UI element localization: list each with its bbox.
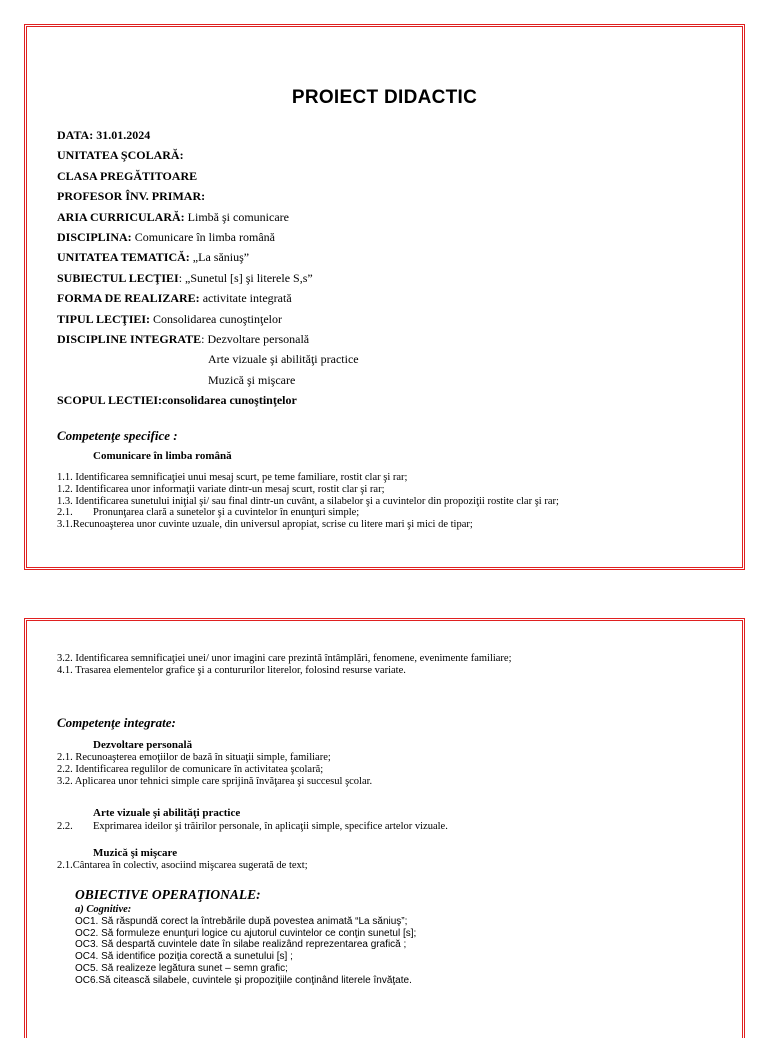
list-item: OC6.Să citească silabele, cuvintele şi propoziţiile conţinând literele învăţate. [75, 974, 412, 986]
document-title: PROIECT DIDACTIC [291, 87, 478, 108]
document-page-2 [24, 618, 745, 1038]
cognitive-subheading: a) Cognitive: [75, 904, 132, 915]
meta-integrated-disciplines: DISCIPLINE INTEGRATE: Dezvoltare personală [57, 331, 310, 346]
list-item: OC3. Să despartă cuvintele date în silabe realizând reprezentarea grafică ; [75, 939, 407, 951]
list-item: 2.1. Recunoaşterea emoţiilor de bază în situaţii simple, familiare; [57, 752, 331, 763]
list-item: OC1. Să răspundă corect la întrebările după povestea animată “La săniuş”; [75, 916, 408, 927]
meta-date: DATA: 31.01.2024 [57, 128, 151, 142]
list-item: 2.2. Exprimarea ideilor şi trăirilor personale, în aplicaţii simple, specifice artelor vizuale. [57, 821, 448, 832]
list-item: 1.3. Identificarea sunetului iniţial şi/ sau final dintr-un cuvânt, a silabelor şi a cuvintelor din propoziţii rostite clar şi rar; [57, 495, 559, 507]
operational-objectives-list [75, 916, 416, 986]
meta-lesson-type: TIPUL LECŢIEI: Consolidarea cunoştinţelor [57, 311, 283, 326]
operational-objectives-heading: OBIECTIVE OPERAŢIONALE: [75, 887, 261, 902]
specific-competences-list-continued [57, 653, 512, 677]
list-item: OC4. Să identifice poziţia corectă a sunetului [s] ; [75, 951, 293, 963]
visual-arts-subhead: Arte vizuale şi abilităţi practice [93, 807, 241, 819]
meta-school-unit: UNITATEA ŞCOLARĂ: [57, 148, 184, 163]
specific-competences-list [57, 472, 559, 531]
list-item: 1.1. Identificarea semnificaţiei unui mesaj scurt, pe teme familiare, rostit clar şi rar; [57, 472, 408, 483]
meta-lesson-subject: SUBIECTUL LECŢIEI: „Sunetul [s] şi literele S,s” [57, 270, 313, 285]
list-item: 2.1. Pronunţarea clară a sunetelor şi a cuvintelor în enunţuri simple; [57, 507, 360, 519]
visual-arts-list [57, 821, 448, 833]
list-item: 3.2. Aplicarea unor tehnici simple care sprijină învăţarea şi succesul şcolar. [57, 775, 373, 787]
meta-lesson-scope: SCOPUL LECTIEI:consolidarea cunoştinţelor [57, 393, 297, 408]
meta-form: FORMA DE REALIZARE: activitate integrată [57, 291, 292, 306]
document-page-1 [24, 24, 745, 570]
list-item: 2.1.Cântarea în colectiv, asociind mişcarea sugerată de text; [57, 860, 308, 871]
list-item: 3.2. Identificarea semnificaţiei unei/ unor imagini care prezintă întâmplări, fenomene, evenimente familiare; [57, 653, 512, 664]
meta-class: CLASA PREGĂTITOARE [57, 168, 198, 183]
meta-curricular-area: ARIA CURRICULARĂ: Limbă şi comunicare [57, 209, 289, 224]
personal-development-subhead: Dezvoltare personală [93, 739, 193, 751]
list-item: 2.2. Identificarea regulilor de comunicare în activitatea şcolară; [57, 763, 324, 775]
list-item: OC2. Să formuleze enunţuri logice cu ajutorul cuvintelor ce conţin sunetul [s]; [75, 927, 417, 939]
music-movement-list [57, 860, 308, 872]
integrated-competences-heading: Competenţe integrate: [57, 715, 176, 730]
meta-discipline: DISCIPLINA: Comunicare în limba română [57, 229, 275, 244]
list-item: OC5. Să realizeze legătura sunet – semn grafic; [75, 962, 288, 974]
list-item: 1.2. Identificarea unor informaţii variate dintr-un mesaj scurt, rostit clar şi rar; [57, 483, 385, 495]
personal-development-list [57, 752, 372, 787]
music-movement-subhead: Muzică şi mişcare [93, 847, 178, 859]
specific-competences-heading: Competenţe specifice : [57, 428, 178, 443]
specific-competences-subhead: Comunicare în limba română [93, 450, 232, 462]
meta-integrated-discipline-2: Arte vizuale şi abilităţi practice [208, 352, 359, 367]
meta-thematic-unit: UNITATEA TEMATICĂ: „La săniuş” [57, 250, 250, 265]
meta-teacher: PROFESOR ÎNV. PRIMAR: [57, 189, 206, 204]
list-item: 3.1.Recunoaşterea unor cuvinte uzuale, din universul apropiat, scrise cu litere mari şi mici de tipar; [57, 519, 473, 531]
list-item: 4.1. Trasarea elementelor grafice şi a contururilor literelor, folosind resurse variate. [57, 664, 406, 676]
meta-integrated-discipline-3: Muzică şi mişcare [208, 372, 296, 387]
lesson-metadata [57, 125, 359, 410]
